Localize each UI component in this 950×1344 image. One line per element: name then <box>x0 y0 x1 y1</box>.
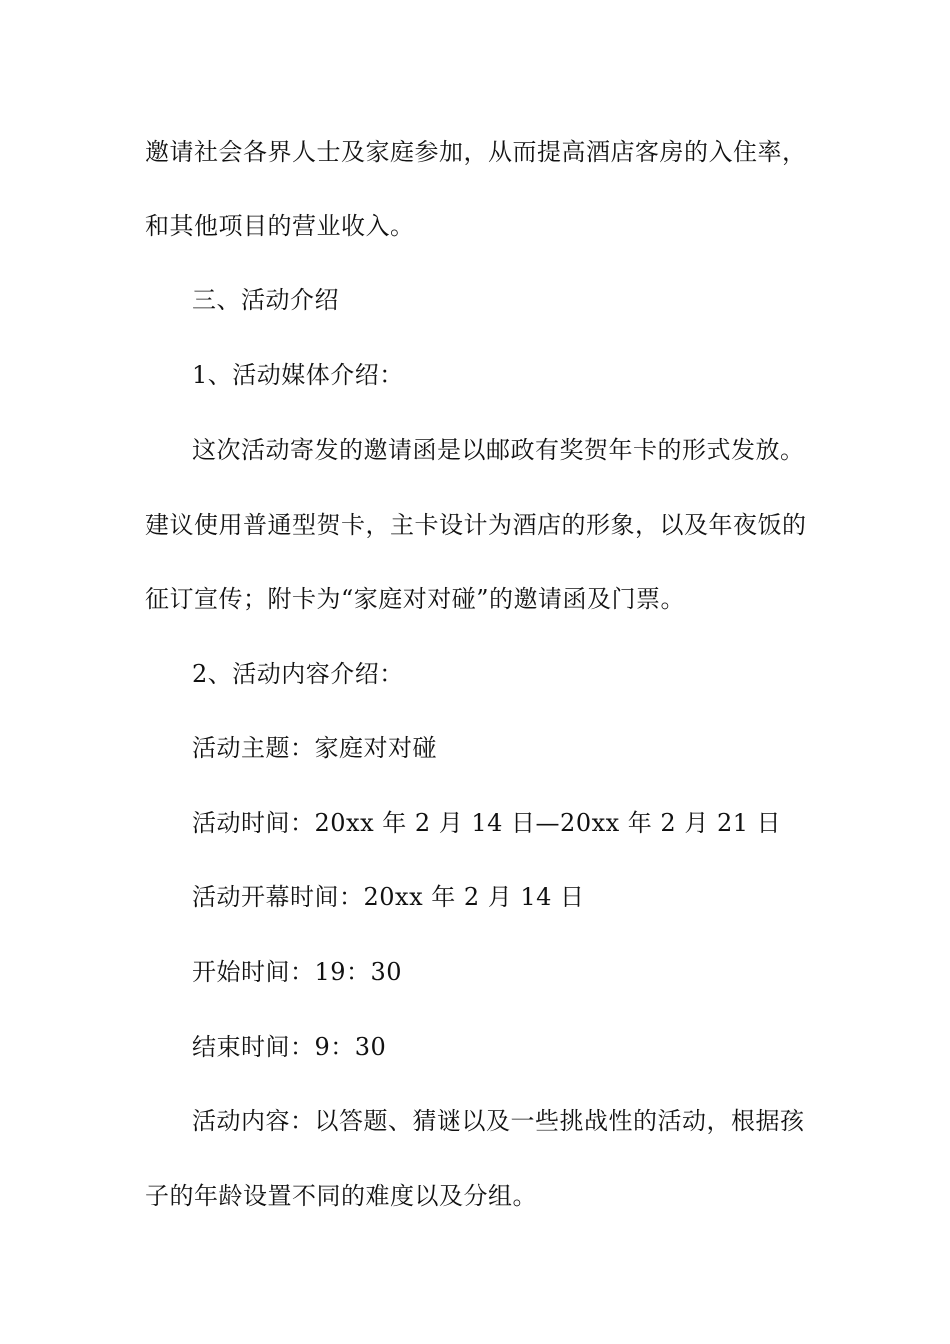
paragraph-line-5: 征订宣传；附卡为“家庭对对碰”的邀请函及门票。 <box>145 585 686 613</box>
activity-period: 活动时间：20xx 年 2 月 14 日—20xx 年 2 月 21 日 <box>192 809 782 837</box>
paragraph-line-3: 这次活动寄发的邀请函是以邮政有奖贺年卡的形式发放。 <box>192 436 805 464</box>
section-heading: 三、活动介绍 <box>192 286 339 314</box>
end-time: 结束时间：9：30 <box>192 1033 387 1061</box>
opening-date: 活动开幕时间：20xx 年 2 月 14 日 <box>192 883 585 911</box>
subsection-heading-2: 2、活动内容介绍： <box>192 660 404 688</box>
activity-content-line-2: 子的年龄设置不同的难度以及分组。 <box>145 1182 537 1210</box>
subsection-heading-1: 1、活动媒体介绍： <box>192 361 404 389</box>
paragraph-line-2: 和其他项目的营业收入。 <box>145 212 415 240</box>
activity-content-line-1: 活动内容：以答题、猜谜以及一些挑战性的活动，根据孩 <box>192 1107 805 1135</box>
paragraph-line-1: 邀请社会各界人士及家庭参加，从而提高酒店客房的入住率， <box>145 138 807 166</box>
start-time: 开始时间：19：30 <box>192 958 403 986</box>
activity-theme: 活动主题：家庭对对碰 <box>192 734 437 762</box>
paragraph-line-4: 建议使用普通型贺卡，主卡设计为酒店的形象，以及年夜饭的 <box>145 511 807 539</box>
